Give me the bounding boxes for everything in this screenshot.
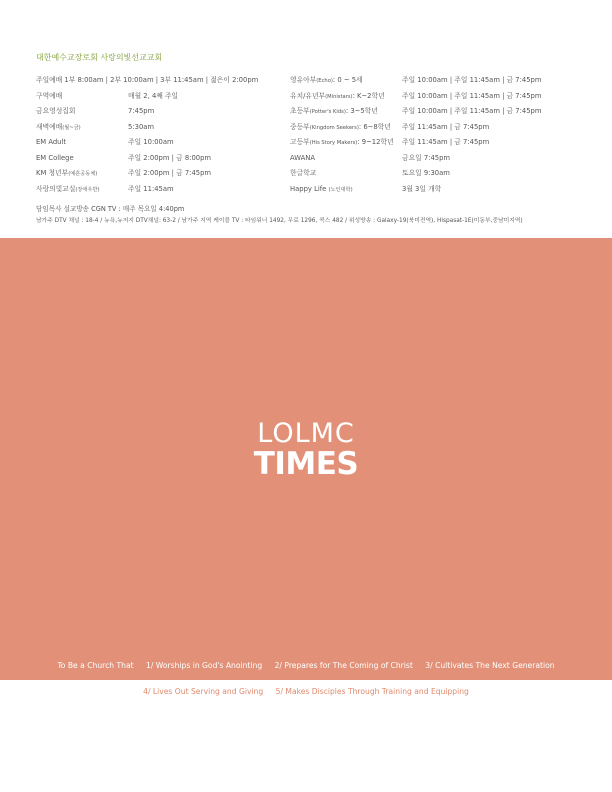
schedule-time: 주일 10:00am | 주일 11:45am | 금 7:45pm xyxy=(402,107,542,115)
schedule-name xyxy=(36,169,97,178)
schedule-name-suffix: : 0 ~ 5세 xyxy=(332,76,363,84)
schedule-time: 주일 11:45am | 금 7:45pm xyxy=(402,138,490,146)
schedule-name-main: KM 청년부 xyxy=(36,169,69,177)
schedule-row xyxy=(290,92,590,108)
schedule-name xyxy=(290,107,378,116)
schedule-time: 주일 11:45am xyxy=(128,184,174,193)
schedule-name-suffix: : 3~5학년 xyxy=(345,107,378,115)
schedule-row xyxy=(290,185,590,201)
church-name: 대한예수교장로회 사랑의빛선교교회 xyxy=(36,53,163,62)
schedule-name-main: 초등부 xyxy=(290,107,310,115)
schedule-name-sub: (Echo) xyxy=(316,78,333,84)
schedule-row xyxy=(36,92,286,108)
schedule-name xyxy=(36,185,100,194)
schedule-name-sub: (노인대학) xyxy=(328,186,353,193)
schedule-row xyxy=(290,138,590,154)
schedule-name xyxy=(290,76,363,85)
schedule-time: 3월 3일 개학 xyxy=(402,184,442,193)
schedule-name-sub: (장애우반) xyxy=(75,186,100,193)
schedule-name-main: 유치/유년부 xyxy=(290,91,326,100)
schedule-row xyxy=(290,123,590,139)
schedule-name-main: Happy Life xyxy=(290,184,329,193)
schedule-time: 5:30am xyxy=(128,122,155,131)
mission-item: 5/ Makes Disciples Through Training and Equipping xyxy=(275,687,469,696)
mission-statement-line-1 xyxy=(0,661,612,670)
schedule-time: 주일 10:00am xyxy=(128,138,174,146)
schedule-name: EM College xyxy=(36,153,74,162)
schedule-time: 주일 2:00pm | 금 8:00pm xyxy=(128,153,212,162)
broadcast-info: 담임목사 설교방송 CGN TV : 매주 목요일 4:40pm xyxy=(36,205,185,213)
schedule-name-main: 고등부 xyxy=(290,138,310,146)
schedule-name-sub: (Kingdom Seekers) xyxy=(309,124,359,131)
schedule-name-main: 사랑의빛교실 xyxy=(36,184,76,193)
schedule-time: 금요일 7:45pm xyxy=(402,153,451,162)
schedule-row xyxy=(290,169,590,185)
title-line-1: LOLMC xyxy=(257,418,355,449)
mission-statement-line-2 xyxy=(0,687,612,696)
schedule-row xyxy=(36,123,286,139)
schedule-name-main: 새벽예배 xyxy=(36,122,63,131)
service-times: 주일예배 1부 8:00am | 2부 10:00am | 3부 11:45am | 젊은이 2:00pm xyxy=(36,76,259,84)
schedule-name-main: 중등부 xyxy=(290,122,310,131)
schedule-name-sub: (예흔공동체) xyxy=(68,171,98,177)
mission-item: 2/ Prepares for The Coming of Christ xyxy=(274,661,413,670)
schedule-name-suffix: : 9~12학년 xyxy=(357,138,394,146)
newsletter-title xyxy=(0,420,612,480)
schedule-time: 주일 10:00am | 주일 11:45am | 금 7:45pm xyxy=(402,76,542,84)
schedule-time: 주일 2:00pm | 금 7:45pm xyxy=(128,169,212,177)
schedule-name xyxy=(290,123,391,132)
schedule-row xyxy=(36,154,286,170)
mission-item: 1/ Worships in God's Anointing xyxy=(146,661,263,670)
schedule-row xyxy=(36,76,286,92)
schedule-row xyxy=(36,169,286,185)
schedule-name: 한글학교 xyxy=(290,169,317,177)
schedule-time: 7:45pm xyxy=(128,107,155,115)
mission-item: 3/ Cultivates The Next Generation xyxy=(425,661,555,670)
mission-intro: To Be a Church That xyxy=(57,661,134,670)
schedule-row xyxy=(36,138,286,154)
schedule-left xyxy=(36,76,286,200)
title-line-2: TIMES xyxy=(253,446,359,482)
schedule-name xyxy=(290,185,353,194)
mission-item: 4/ Lives Out Serving and Giving xyxy=(143,687,264,696)
channel-info: 남가주 DTV 채널 : 18-4 / 뉴욕,뉴저지 DTV채널: 63-2 / 남가주 지역 케이블 TV : 타임워너 1492, 무료 1296, 콕스 482 / 위성방송 : Galaxy-19(북미전역), Hispasat-1E(미동부,중남미지역) xyxy=(36,218,523,224)
schedule-name: 금요영성집회 xyxy=(36,107,76,115)
schedule-name xyxy=(36,123,81,132)
schedule-name xyxy=(290,138,394,147)
schedule-row xyxy=(36,185,286,201)
schedule-row xyxy=(290,107,590,123)
schedule-row xyxy=(290,154,590,170)
schedule-name-sub: (월~금) xyxy=(62,124,81,131)
schedule-name: AWANA xyxy=(290,153,316,162)
schedule-name: EM Adult xyxy=(36,138,67,146)
schedule-time: 주일 10:00am | 주일 11:45am | 금 7:45pm xyxy=(402,91,542,100)
schedule-name-sub: (Potter's Kids) xyxy=(309,109,346,115)
schedule-right xyxy=(290,76,590,200)
schedule-time: 토요일 9:30am xyxy=(402,169,450,177)
schedule-name xyxy=(290,92,385,101)
schedule-name-suffix: : K~2학년 xyxy=(352,91,385,100)
schedule-name-suffix: : 6~8학년 xyxy=(358,122,391,131)
schedule-row xyxy=(290,76,590,92)
schedule-time: 주일 11:45am | 금 7:45pm xyxy=(402,122,490,131)
schedule-name-sub: (His Story Makers) xyxy=(309,140,358,146)
schedule-name-main: 영유아부 xyxy=(290,76,317,84)
schedule-row xyxy=(36,107,286,123)
schedule-name: 구역예배 xyxy=(36,91,63,100)
schedule-name-sub: (Ministars) xyxy=(325,93,353,100)
schedule-time: 매월 2, 4째 주일 xyxy=(128,91,179,100)
